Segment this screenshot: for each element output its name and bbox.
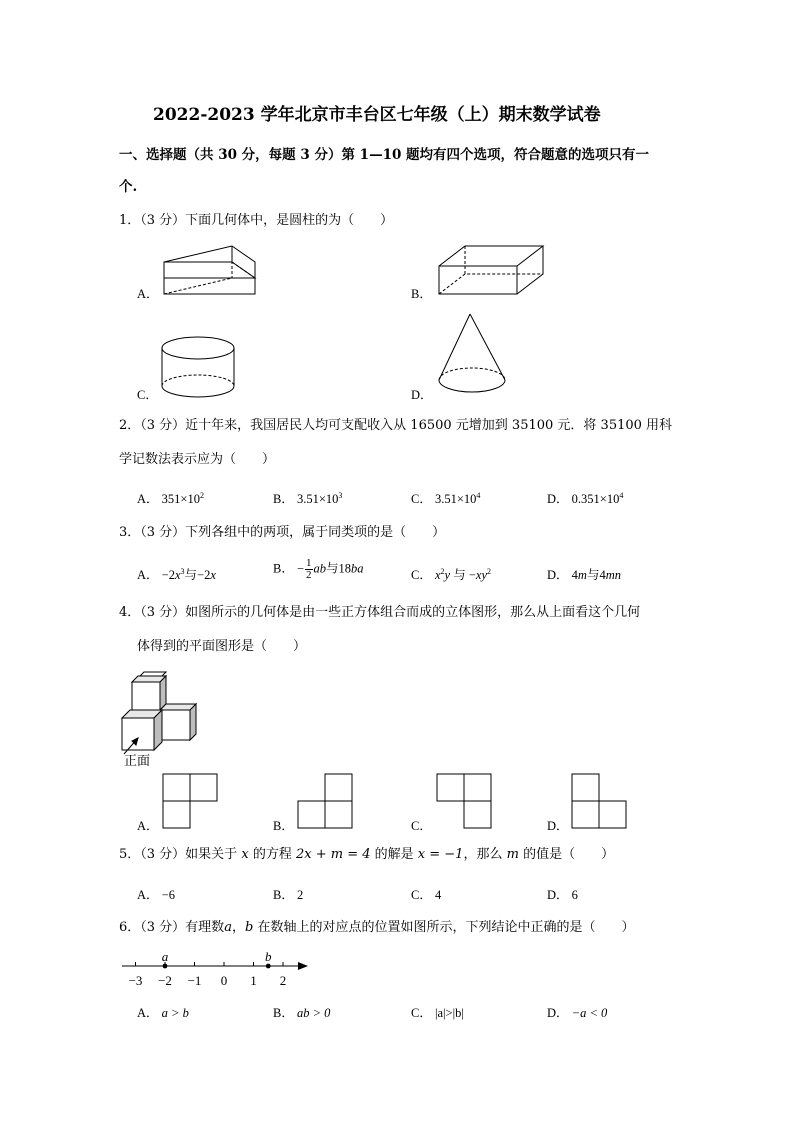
number-line-figure [118, 950, 318, 990]
q6-option-c: C． |a|>|b| [411, 1006, 464, 1020]
q3-option-c: C． $x^2y$ 与 $-xy^2$ [411, 567, 492, 582]
q6-stem: 6．（3 分）有理数a，b 在数轴上的对应点的位置如图所示，下列结论中正确的是（ ） [119, 920, 635, 935]
front-label: 正面 [124, 754, 151, 769]
cube-stack-figure [118, 668, 208, 758]
q4-option-d-label: D． [547, 819, 569, 833]
q5-option-a: A． −6 [137, 888, 175, 902]
number-line-tick-label: −1 [187, 973, 202, 988]
q4-option-a-label: A． [137, 819, 159, 833]
q5-option-d: D． 6 [547, 888, 578, 902]
arrow-head-icon [298, 962, 308, 970]
cylinder-icon [160, 334, 240, 400]
q4-stem-line2: 体得到的平面图形是（ ） [137, 639, 307, 654]
q1-option-d-label: D． [411, 388, 433, 402]
section-header-cont: 个. [119, 179, 138, 195]
q6-option-d: D． −a < 0 [547, 1006, 608, 1020]
q4-option-c-label: C． [411, 819, 432, 833]
page-title: 2022-2023 学年北京市丰台区七年级（上）期末数学试卷 [153, 105, 601, 125]
q1-option-b-label: B． [411, 287, 432, 301]
q1-stem: 1．（3 分）下面几何体中，是圆柱的为（ ） [119, 213, 394, 228]
top-view-d-icon [571, 773, 627, 829]
q2-stem-line1: 2．（3 分）近十年来，我国居民人均可支配收入从 16500 元增加到 35100 元．将 35100 用科 [119, 418, 673, 433]
top-view-c-icon [436, 773, 492, 829]
section-header: 一、选择题（共 30 分，每题 3 分）第 1—10 题均有四个选项，符合题意的选项只有一 [119, 147, 650, 163]
triangular-prism-icon [160, 242, 260, 298]
q3-stem: 3．（3 分）下列各组中的两项，属于同类项的是（ ） [119, 525, 446, 540]
cuboid-icon [437, 244, 547, 298]
q4-option-b-label: B． [273, 819, 294, 833]
q5-option-b: B． 2 [273, 888, 304, 902]
top-view-b-icon [297, 773, 353, 829]
point-a-dot [163, 964, 168, 969]
cone-icon [437, 312, 511, 402]
q2-stem-line2: 学记数法表示应为（ ） [119, 452, 276, 467]
q3-option-d: D． 4m与4mn [547, 568, 621, 582]
q6-option-a: A． a > b [137, 1006, 189, 1020]
top-view-a-icon [162, 773, 218, 829]
q1-option-a-label: A． [137, 287, 159, 301]
q1-option-c-label: C． [137, 388, 158, 402]
q5-stem: 5．（3 分）如果关于 x 的方程 2x + m = 4 的解是 x = −1，那么 m 的值是（ ） [119, 847, 615, 862]
q3-option-a: A． $-2x^3$与−2x [137, 567, 216, 582]
q4-stem-line1: 4．（3 分）如图所示的几何体是由一些正方体组合而成的立体图形，那么从上面看这个几何 [119, 605, 641, 620]
q5-option-c: C． 4 [411, 888, 442, 902]
number-line-tick-label: 1 [250, 973, 257, 988]
point-b-label: b [265, 949, 272, 964]
q6-option-b: B． ab > 0 [273, 1006, 331, 1020]
point-b-dot [266, 964, 271, 969]
fraction-one-half: $\frac{1}{2}$ [306, 557, 312, 581]
q2-option-d: D． $0.351\times 10^4$ [547, 491, 624, 506]
number-line-tick-label: 0 [220, 973, 228, 988]
point-a-label: a [161, 949, 169, 964]
q2-option-a: A． $351\times 10^2$ [137, 491, 204, 506]
number-line-tick-label: −2 [158, 973, 172, 988]
q2-option-c: C． $3.51\times 10^4$ [411, 491, 481, 506]
q2-option-b: B． $3.51\times 10^3$ [273, 491, 343, 506]
q3-option-b: B． − $\frac{1}{2}$ ab与18ba [273, 557, 364, 581]
number-line-tick-label: −3 [128, 973, 143, 988]
number-line-tick-label: 2 [279, 973, 287, 988]
